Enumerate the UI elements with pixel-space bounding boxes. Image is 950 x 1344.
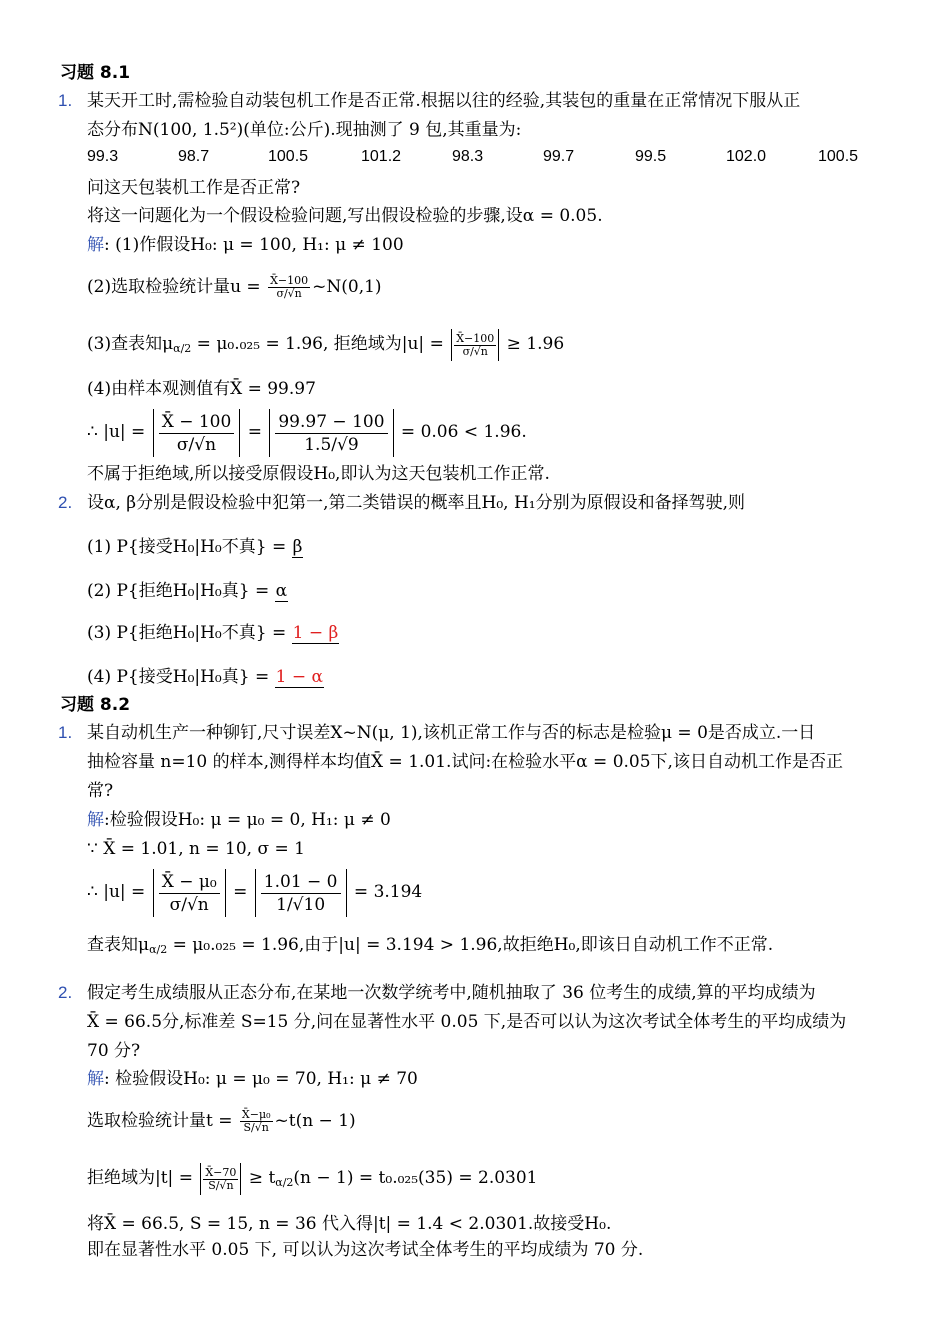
absolute-value: $\frac{X̄ - 100}{\sigma/√n}$ — [153, 409, 241, 457]
answer-item: (1) P{接受H₀|H₀不真} = β — [87, 537, 303, 557]
solution-label: 解 — [87, 1069, 104, 1089]
problem-text: 抽检容量 n=10 的样本,测得样本均值X̄ = 1.01.试问:在检验水平α = 0.05下,该日自动机工作是否正 — [87, 752, 843, 772]
problem-text: 将这一问题化为一个假设检验问题,写出假设检验的步骤,设α = 0.05. — [87, 206, 603, 226]
solution-step: 解: 检验假设H₀: μ = μ₀ = 70, H₁: μ ≠ 70 — [87, 1069, 418, 1089]
data-value: 100.5 — [818, 148, 859, 165]
absolute-value: $\frac{X̄-70}{S/√n}$ — [200, 1163, 241, 1195]
data-value: 99.3 — [87, 148, 119, 165]
answer-item: (3) P{拒绝H₀|H₀不真} = 1 − β — [87, 623, 339, 643]
problem-number: 2. — [58, 493, 73, 512]
answer-value: β — [292, 537, 303, 557]
answer-value: 1 − α — [275, 667, 323, 687]
problem-text: 常? — [87, 781, 114, 801]
solution-step: (4)由样本观测值有X̄ = 99.97 — [87, 379, 316, 399]
absolute-value: $\frac{1.01 - 0}{1/√10}$ — [255, 869, 347, 917]
data-value: 98.7 — [178, 148, 210, 165]
data-value: 99.7 — [543, 148, 575, 165]
problem-number: 2. — [58, 983, 73, 1002]
problem-text: 假定考生成绩服从正态分布,在某地一次数学统考中,随机抽取了 36 位考生的成绩,算的平均成绩为 — [87, 983, 816, 1003]
answer-value: α — [275, 581, 288, 601]
solution-step: (3)查表知$\mu_{\alpha/2} = \mu_0._{025} = 1.96$, 拒绝域为|u| = $\frac{X̄-100}{\sigma/√n}$ ≥ 1.96 — [87, 328, 564, 365]
data-value: 99.5 — [635, 148, 667, 165]
answer-item: (4) P{接受H₀|H₀真} = 1 − α — [87, 667, 323, 687]
problem-number: 1. — [58, 91, 73, 110]
absolute-value: $\frac{99.97 - 100}{1.5/√9}$ — [269, 409, 393, 457]
problem-text: X̄ = 66.5分,标准差 S=15 分,问在显著性水平 0.05 下,是否可以认为这次考试全体考生的平均成绩为 — [87, 1012, 847, 1032]
answer-item: (2) P{拒绝H₀|H₀真} = α — [87, 581, 288, 601]
data-value: 98.3 — [452, 148, 484, 165]
solution-calc: ∴ |u| = $\frac{\text{X̄ − μ₀}}{\sigma/√n}$ = $\frac{1.01 - 0}{1/√10}$ = 3.194 — [87, 868, 422, 917]
solution-label: 解 — [87, 810, 104, 830]
solution-conclusion: 不属于拒绝域,所以接受原假设H₀,即认为这天包装机工作正常. — [87, 464, 550, 484]
solution-step: 将X̄ = 66.5, S = 15, n = 36 代入得|t| = 1.4 < 2.0301.故接受H₀. — [87, 1214, 612, 1234]
problem-text: 态分布N(100, 1.5²)(单位:公斤).现抽测了 9 包,其重量为: — [87, 120, 522, 140]
solution-step: (2)选取检验统计量u = $\frac{X̄-100}{\sigma/√n}$ ~N(0,1) — [87, 274, 382, 300]
solution-conclusion: 即在显著性水平 0.05 下, 可以认为这次考试全体考生的平均成绩为 70 分. — [87, 1240, 644, 1260]
solution-step: ∵ X̄ = 1.01, n = 10, σ = 1 — [87, 839, 305, 859]
data-value: 101.2 — [361, 148, 402, 165]
absolute-value: $\frac{\text{X̄ − μ₀}}{\sigma/√n}$ — [153, 869, 226, 917]
fraction: $\frac{X̄-100}{\sigma/√n}$ — [270, 274, 309, 300]
answer-value: 1 − β — [292, 623, 339, 643]
solution-label: 解 — [87, 235, 104, 255]
fraction: $\frac{\text{X̄−μ₀}}{S/√n}$ — [241, 1108, 271, 1134]
data-value: 102.0 — [726, 148, 767, 165]
solution-conclusion: 查表知$\mu_{\alpha/2} = \mu_0._{025} = 1.96$,由于|u| = 3.194 > 1.96,故拒绝H₀,即该日自动机工作不正常. — [87, 935, 774, 956]
solution-step: 选取检验统计量t = $\frac{\text{X̄−μ₀}}{S/√n}$ ~t(n − 1) — [87, 1108, 356, 1134]
section-title-8-2: 习题 8.2 — [60, 695, 131, 715]
problem-text: 设α, β分别是假设检验中犯第一,第二类错误的概率且H₀, H₁分别为原假设和备择驾驶,则 — [87, 493, 746, 513]
problem-text: 某天开工时,需检验自动装包机工作是否正常.根据以往的经验,其装包的重量在正常情况下服从正 — [87, 91, 801, 111]
solution-step: 解: (1)作假设H₀: μ = 100, H₁: μ ≠ 100 — [87, 235, 404, 255]
data-value: 100.5 — [268, 148, 309, 165]
solution-step: 解:检验假设H₀: μ = μ₀ = 0, H₁: μ ≠ 0 — [87, 810, 391, 830]
absolute-value: $\frac{X̄-100}{\sigma/√n}$ — [451, 329, 499, 361]
solution-calc: ∴ |u| = $\frac{X̄ - 100}{\sigma/√n}$ = $\frac{99.97 - 100}{1.5/√9}$ = 0.06 < 1.96. — [87, 408, 527, 457]
weight-data-row — [0, 148, 950, 170]
problem-text: 问这天包装机工作是否正常? — [87, 178, 301, 198]
problem-text: 70 分? — [87, 1041, 141, 1061]
solution-step: 拒绝域为|t| = $\frac{X̄-70}{S/√n}$ ≥ $t_{\alpha/2}(n - 1) = t_0._{025}(35) = 2.0301$ — [87, 1162, 537, 1199]
problem-text: 某自动机生产一种铆钉,尺寸误差X~N(μ, 1),该机正常工作与否的标志是检验μ = 0是否成立.一日 — [87, 723, 816, 743]
problem-number: 1. — [58, 723, 73, 742]
section-title-8-1: 习题 8.1 — [60, 63, 131, 83]
